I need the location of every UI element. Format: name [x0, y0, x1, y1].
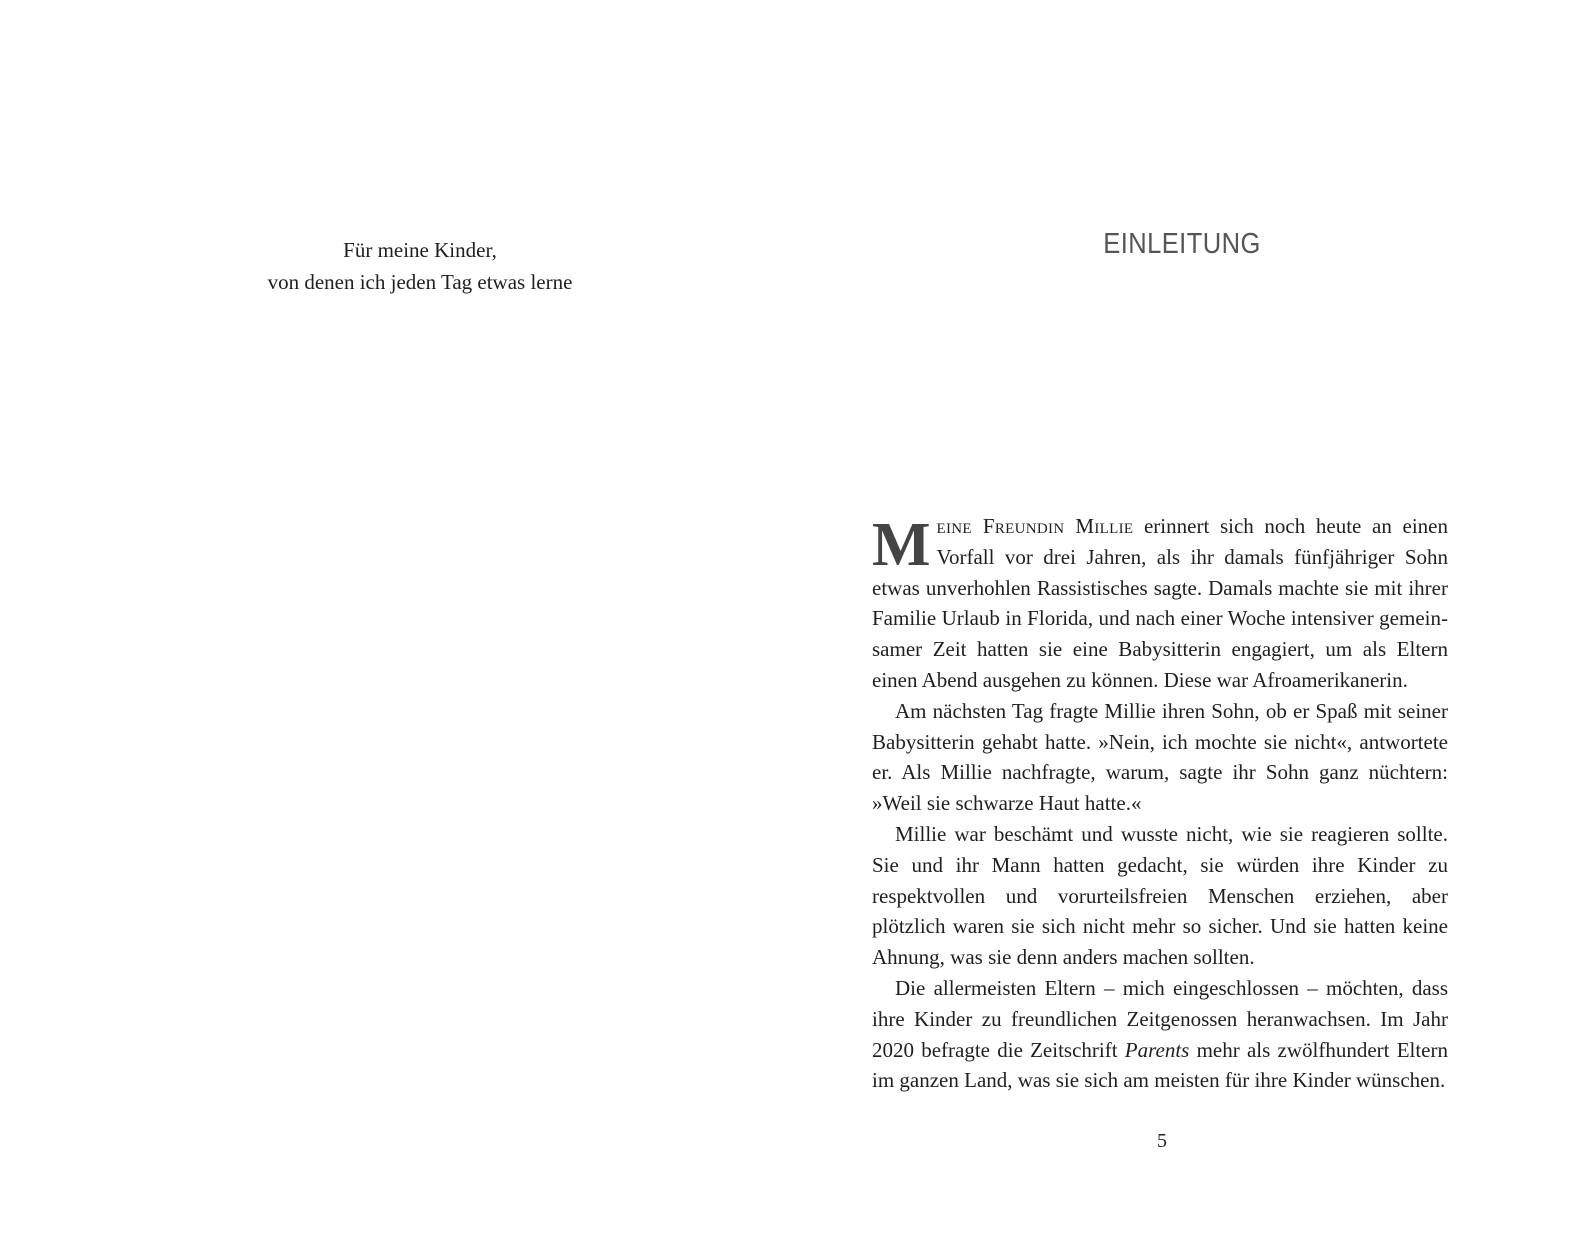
page-number: 5 — [1157, 1130, 1167, 1152]
paragraph-1-text: erinnert sich noch heute an einen Vorfall vor drei Jahren, als ihr damals fünfjähriger Sohn etwas unverhohlen Rassistisches sagte. Damals machte sie mit ihrer Familie Urlaub in Florida, und nach einer Woche intensiver gemeinsamer Zeit hatten sie eine Babysitterin engagiert, um als Eltern einen Abend ausgehen zu können. Diese war Afroamerikanerin. — [872, 514, 1448, 692]
paragraph-1 — [872, 511, 1448, 696]
paragraph-3: Millie war beschämt und wusste nicht, wie sie reagieren sollte. Sie und ihr Mann hatten gedacht, sie würden ihre Kinder zu respektvollen und vorurteilsfreien Menschen erziehen, aber plötzlich waren sie sich nicht mehr so sicher. Und sie hatten keine Ahnung, was sie denn anders machen sollten. — [872, 821, 1448, 970]
right-page — [797, 0, 1594, 1240]
paragraph-4 — [872, 973, 1448, 1096]
dedication-line-2: von denen ich jeden Tag etwas lerne — [267, 270, 573, 294]
paragraph-4-text-after: mehr als zwölfhundert Eltern im ganzen Land, was sie sich am meisten für ihre Kinder wünschen. — [872, 1037, 1448, 1093]
dedication-line-1: Für meine Kinder, — [343, 238, 497, 262]
paragraph-4-text-before: Die allermeisten Eltern – mich eingeschlossen – möchten, dass ihre Kinder zu freundlichen Zeitgenossen heranwachsen. Im Jahr 2020 befragte die Zeitschrift — [872, 975, 1448, 1062]
paragraph-2: Am nächsten Tag fragte Millie ihren Sohn, ob er Spaß mit seiner Babysitterin gehabt hatte. »Nein, ich mochte sie nicht«, antwortete er. Als Millie nachfragte, warum, sagte ihr Sohn ganz nüchtern: »Weil sie schwarze Haut hatte.« — [872, 698, 1448, 816]
chapter-title: EINLEITUNG — [1103, 228, 1261, 260]
magazine-title: Parents — [1124, 1037, 1190, 1062]
dedication — [210, 234, 630, 298]
opening-small-caps: eine Freundin Millie — [936, 514, 1134, 538]
body-text — [872, 511, 1448, 1096]
drop-cap: M — [872, 511, 931, 579]
